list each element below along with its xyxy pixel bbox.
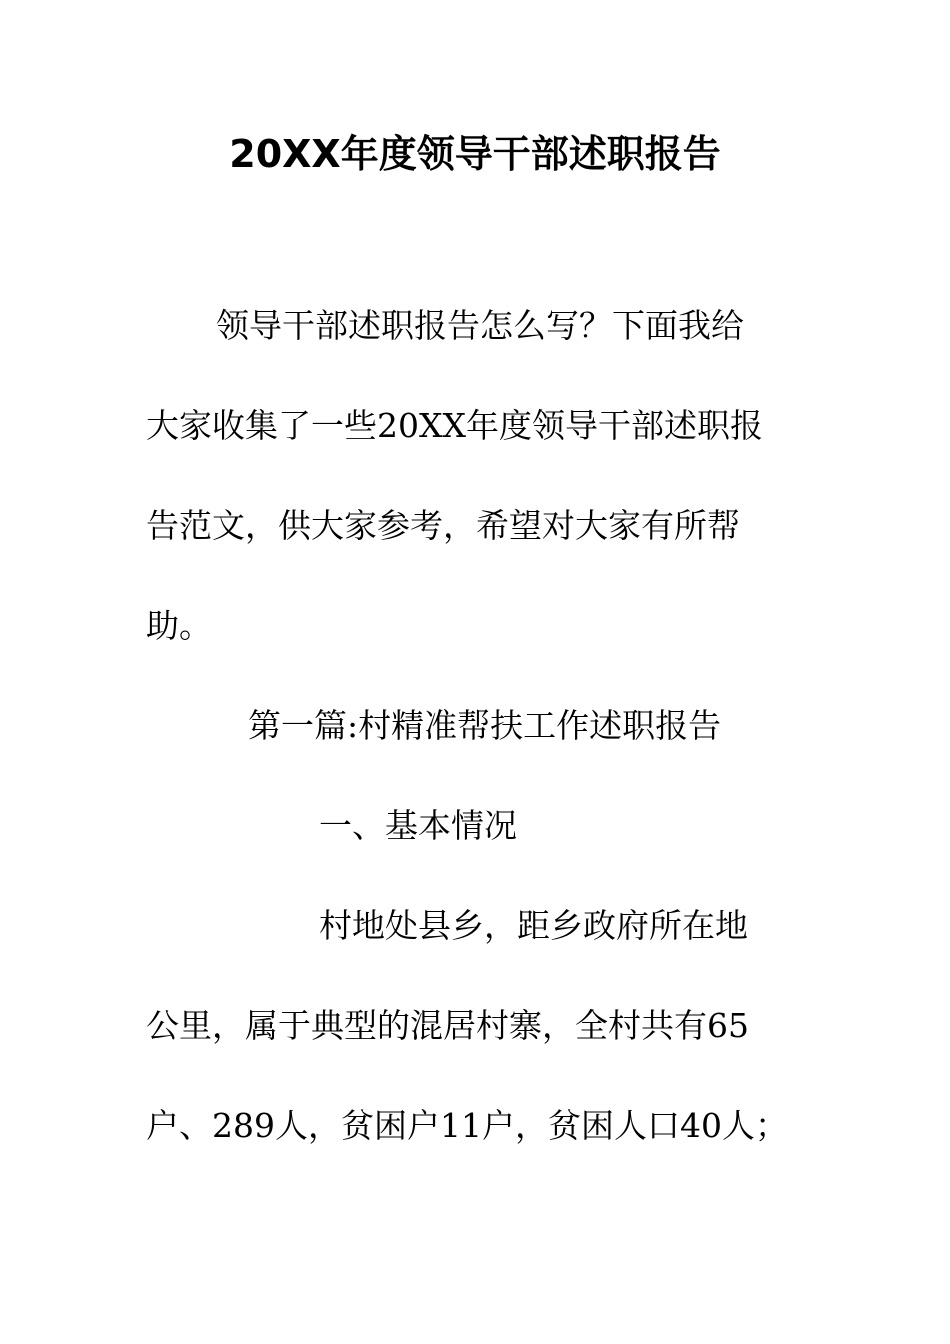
paragraph-line-3: 告范文，供大家参考，希望对大家有所帮	[146, 506, 740, 545]
paragraph-line-6: 公里，属于典型的混居村寨，全村共有65	[146, 1006, 749, 1045]
paragraph-line-7: 户、289人，贫困户11户，贫困人口40人；	[146, 1106, 788, 1145]
paragraph-line-5: 村地处县乡，距乡政府所在地	[319, 906, 748, 945]
paragraph-line-2: 大家收集了一些20XX年度领导干部述职报	[146, 406, 763, 445]
section-heading: 第一篇:村精准帮扶工作述职报告	[248, 706, 722, 745]
paragraph-line-1: 领导干部述职报告怎么写？下面我给	[216, 306, 744, 345]
subsection-heading: 一、基本情况	[319, 806, 517, 845]
paragraph-line-4: 助。	[146, 606, 212, 645]
document-title: 20XX年度领导干部述职报告	[229, 132, 721, 176]
